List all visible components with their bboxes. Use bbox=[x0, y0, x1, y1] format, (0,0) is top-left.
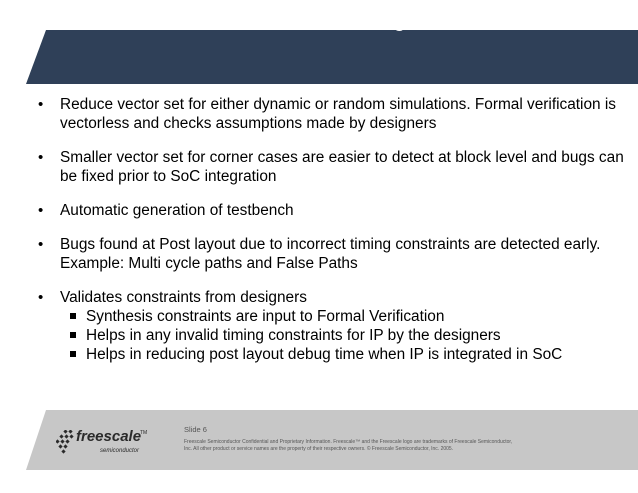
title-banner bbox=[26, 30, 638, 84]
bullet-item bbox=[38, 235, 628, 273]
freescale-logo-icon bbox=[56, 430, 78, 454]
slide-title: Advantages of Formal Verification bbox=[318, 11, 626, 32]
sub-bullet-item bbox=[60, 307, 628, 326]
sub-bullet-item bbox=[60, 345, 628, 364]
logo-wordmark: freescale bbox=[76, 428, 142, 445]
bullet-icon: • bbox=[38, 202, 44, 219]
bullet-icon: • bbox=[38, 96, 44, 113]
logo-subtitle: semiconductor bbox=[100, 448, 140, 454]
legal-notice: Freescale Semiconductor Confidential and Proprietary Information. Freescale™ and the Freescale logo are trademarks of Freescale Semiconductor, Inc. All other product or service names are the property of their respective owners. © Freescale Semiconductor, Inc. 2005. bbox=[184, 439, 513, 452]
bullet-icon: • bbox=[38, 289, 44, 306]
slide-number: Slide 6 bbox=[184, 425, 207, 434]
square-bullet-icon bbox=[70, 332, 76, 338]
bullet-icon: • bbox=[38, 149, 44, 166]
bullet-icon: • bbox=[38, 236, 44, 253]
bullet-item bbox=[38, 288, 628, 364]
sub-bullet-text: Synthesis constraints are input to Formal Verification bbox=[86, 308, 445, 325]
square-bullet-icon bbox=[70, 313, 76, 319]
bullet-text: Smaller vector set for corner cases are easier to detect at block level and bugs can be fixed prior to SoC integration bbox=[60, 149, 624, 185]
freescale-logo bbox=[56, 428, 166, 464]
bullet-item bbox=[38, 201, 628, 220]
sub-bullet-list bbox=[60, 307, 628, 364]
bullet-text: Validates constraints from designers bbox=[60, 289, 307, 306]
bullet-item bbox=[38, 148, 628, 186]
sub-bullet-text: Helps in reducing post layout debug time when IP is integrated in SoC bbox=[86, 346, 563, 363]
bullet-list bbox=[38, 95, 628, 379]
logo-trademark: TM bbox=[140, 430, 148, 436]
bullet-text: Bugs found at Post layout due to incorrect timing constraints are detected early. Example: Multi cycle paths and False Paths bbox=[60, 236, 601, 272]
bullet-text: Reduce vector set for either dynamic or random simulations. Formal verification is vectorless and checks assumptions made by designers bbox=[60, 96, 616, 132]
bullet-item bbox=[38, 95, 628, 133]
sub-bullet-text: Helps in any invalid timing constraints for IP by the designers bbox=[86, 327, 501, 344]
square-bullet-icon bbox=[70, 351, 76, 357]
bullet-text: Automatic generation of testbench bbox=[60, 202, 294, 219]
sub-bullet-item bbox=[60, 326, 628, 345]
